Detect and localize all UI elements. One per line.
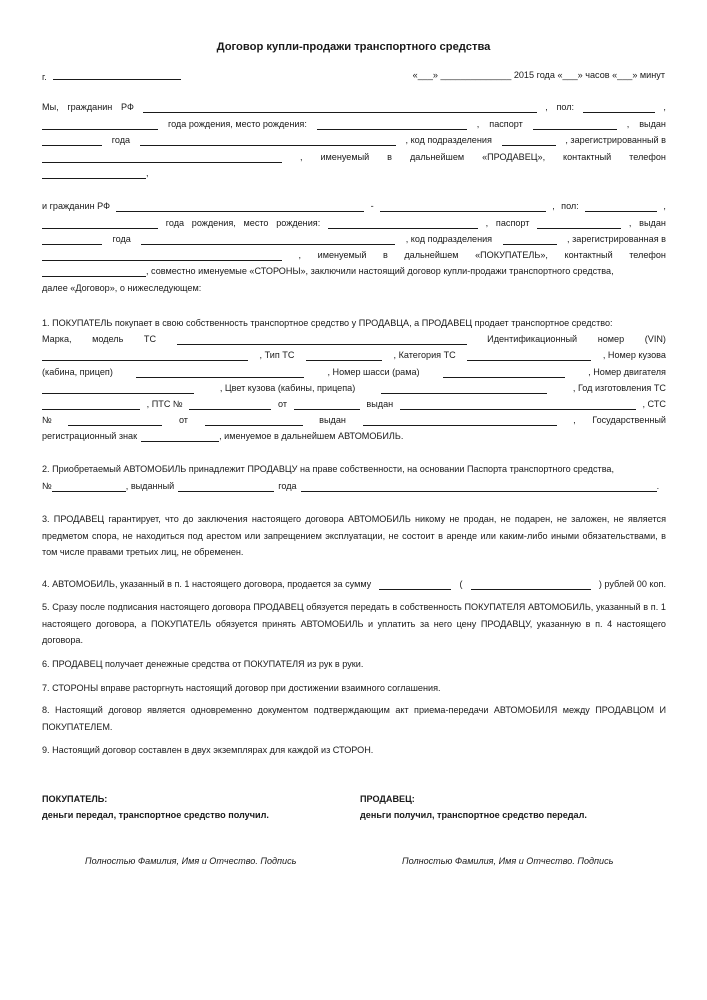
price-words-field[interactable] (471, 580, 591, 590)
seller-row-5 (42, 168, 666, 179)
text: , совместно именуемые «СТОРОНЫ», заключили настоящий договор купли-продажи транспортного средства, (146, 266, 614, 276)
text: от (278, 399, 288, 409)
body-color-field[interactable] (381, 384, 547, 394)
text: Идентификационный (487, 334, 578, 344)
buyer-name-field-2[interactable] (380, 202, 546, 212)
text: , Категория ТС (393, 350, 456, 360)
text: выдан (319, 415, 346, 425)
text: в (387, 152, 393, 162)
text: , (628, 218, 632, 228)
date-line: «___» ______________ 2015 года «___» часов «___» минут (412, 70, 665, 80)
text: года (165, 218, 185, 228)
text: ) рублей 00 коп. (598, 579, 666, 589)
text: место (243, 218, 269, 228)
text: контактный (564, 250, 613, 260)
text: выдан (639, 119, 666, 129)
text: , (552, 201, 555, 211)
buyer-issued-field[interactable] (42, 235, 102, 245)
text: именуемый (317, 250, 367, 260)
sts-issuer-field[interactable] (363, 416, 557, 426)
seller-sign-caption[interactable]: Полностью Фамилия, Имя и Отчество. Подпись (402, 856, 614, 866)
clause-7: 7. СТОРОНЫ вправе расторгнуть настоящий договор при достижении взаимного соглашения. (42, 683, 441, 693)
text: года (278, 481, 297, 491)
clause-1-row-5 (42, 399, 666, 410)
sts-date-field[interactable] (205, 416, 303, 426)
text: , (573, 415, 576, 425)
text: и гражданин РФ (42, 201, 111, 211)
text: рождения, (191, 218, 236, 228)
text: 4. АВТОМОБИЛЬ, указанный в п. 1 настоящего договора, продается за сумму (42, 579, 372, 589)
clause-2-line-2 (42, 481, 666, 492)
buyer-signature-note: деньги передал, транспортное средство получил. (42, 810, 269, 820)
buyer-name-field-1[interactable] (116, 202, 364, 212)
text: , (298, 250, 302, 260)
text: , зарегистрированный в (565, 135, 666, 145)
text: , зарегистрированная в (567, 234, 666, 244)
text: РФ (121, 102, 134, 112)
seller-sex-field[interactable] (583, 103, 655, 113)
text: , (146, 168, 149, 178)
seller-phone-field[interactable] (42, 169, 146, 179)
text: паспорт (495, 218, 530, 228)
text: , ПТС № (146, 399, 183, 409)
text: пол: (556, 102, 575, 112)
text: , (299, 152, 303, 162)
clause-2-line-1: 2. Приобретаемый АВТОМОБИЛЬ принадлежит ПРОДАВЦУ на праве собственности, на основании Паспорта транспортного средства, (42, 464, 615, 474)
buyer-row-4 (42, 250, 666, 261)
text: Мы, (42, 102, 59, 112)
clause-4 (42, 579, 666, 590)
text: телефон (629, 152, 666, 162)
buyer-issued-date-field[interactable] (141, 235, 395, 245)
text: , (485, 218, 489, 228)
text: от (178, 415, 188, 425)
buyer-birthyear-field[interactable] (42, 219, 158, 229)
buyer-birthplace-field[interactable] (328, 219, 478, 229)
sts-number-field[interactable] (68, 416, 162, 426)
chassis-number-field[interactable] (443, 368, 565, 378)
text: года (111, 135, 131, 145)
text: Марка, (42, 334, 72, 344)
text: именуемый (320, 152, 370, 162)
seller-row-1 (42, 102, 666, 113)
text: рождения: (276, 218, 321, 228)
vin-field[interactable] (42, 351, 248, 361)
text: , Номер шасси (рама) (327, 367, 420, 377)
clause-1-row-4 (42, 383, 666, 394)
passport-number-field[interactable] (52, 482, 126, 492)
text: , Номер кузова (602, 350, 666, 360)
text: № (42, 415, 52, 425)
text: , Номер двигателя (588, 367, 666, 377)
text: ТС (143, 334, 157, 344)
engine-number-field[interactable] (42, 384, 194, 394)
text: гражданин (67, 102, 113, 112)
text: в (382, 250, 388, 260)
clause-1-row-3 (42, 367, 666, 378)
city-prefix: г. (42, 72, 47, 82)
text: года рождения, место рождения: (167, 119, 307, 129)
text: , выданный (125, 481, 175, 491)
text: , (626, 119, 630, 129)
clause-6: 6. ПРОДАВЕЦ получает денежные средства от ПОКУПАТЕЛЯ из рук в руки. (42, 659, 364, 669)
text: «ПОКУПАТЕЛЬ», (475, 250, 548, 260)
buyer-code-field[interactable] (503, 235, 557, 245)
seller-address-field[interactable] (42, 153, 282, 163)
clause-1-row-1 (42, 334, 666, 345)
text: , именуемое в дальнейшем АВТОМОБИЛЬ. (219, 431, 404, 441)
vehicle-category-field[interactable] (467, 351, 591, 361)
text: , Цвет кузова (кабины, прицепа) (219, 383, 356, 393)
seller-passport-field[interactable] (533, 120, 617, 130)
text: , (663, 201, 666, 211)
seller-row-4 (42, 152, 666, 163)
text: дальнейшем (404, 250, 459, 260)
buyer-passport-field[interactable] (537, 219, 621, 229)
text: , код подразделения (405, 234, 493, 244)
passport-issued-field[interactable] (178, 482, 274, 492)
text: , код подразделения (405, 135, 492, 145)
text: (кабина, прицеп) (42, 367, 113, 377)
pts-issuer-field[interactable] (400, 400, 636, 410)
seller-name-field[interactable] (143, 103, 537, 113)
year-field[interactable] (42, 400, 140, 410)
pts-date-field[interactable] (294, 400, 360, 410)
seller-birthplace-field[interactable] (317, 120, 467, 130)
buyer-phone-field[interactable] (42, 267, 146, 277)
buyer-row-1 (42, 201, 666, 212)
seller-row-2 (42, 119, 666, 130)
clause-8: 8. Настоящий договор является одновременно документом подтверждающим акт приема-передачи АВТОМОБИЛЯ между ПРОДАВЦОМ И ПОКУПАТЕЛЕМ. (42, 705, 666, 732)
pts-number-field[interactable] (189, 400, 271, 410)
text: «ПРОДАВЕЦ», (482, 152, 546, 162)
text: выдан (639, 218, 666, 228)
seller-signature-note: деньги получил, транспортное средство передал. (360, 810, 587, 820)
text: дальнейшем (409, 152, 465, 162)
text: , Тип ТС (259, 350, 295, 360)
text: пол: (561, 201, 579, 211)
buyer-row-5 (42, 266, 666, 277)
text: Государственный (592, 415, 666, 425)
text: , (545, 102, 548, 112)
text: , СТС (642, 399, 666, 409)
text: телефон (629, 250, 666, 260)
clause-5: 5. Сразу после подписания настоящего договора ПРОДАВЕЦ обязуется передать в собственность ПОКУПАТЕЛЯ АВТОМОБИЛЬ, указанный в п. 1 настоящего договора, а ПОКУПАТЕЛЬ обязуется принять АВТОМОБИЛЬ и уплатить за него цену ПРОДАВЦУ, указанную в п. 4 настоящего договора. (42, 602, 666, 645)
buyer-signature-label: ПОКУПАТЕЛЬ: (42, 794, 108, 804)
text: - (370, 201, 374, 211)
text: ( (459, 579, 463, 589)
text: паспорт (489, 119, 523, 129)
text: модель (92, 334, 124, 344)
clause-1-row-6 (42, 415, 666, 426)
city-label (42, 70, 181, 83)
text: , (476, 119, 480, 129)
seller-birthyear-field[interactable] (42, 120, 158, 130)
text: . (656, 481, 660, 491)
text: , Год изготовления ТС (572, 383, 666, 393)
passport-issuer-field[interactable] (301, 482, 657, 492)
car-model-field[interactable] (177, 335, 467, 345)
seller-issued-field[interactable] (42, 136, 102, 146)
clause-1-row-7 (42, 431, 666, 442)
seller-signature-label: ПРОДАВЕЦ: (360, 794, 415, 804)
buyer-address-field[interactable] (42, 251, 282, 261)
seller-issued-date-field[interactable] (140, 136, 396, 146)
text: № (42, 481, 52, 491)
text: регистрационный знак (42, 431, 138, 441)
seller-row-3 (42, 135, 666, 146)
vehicle-type-field[interactable] (306, 351, 382, 361)
body-number-field[interactable] (136, 368, 304, 378)
buyer-row-2 (42, 218, 666, 229)
seller-code-field[interactable] (502, 136, 556, 146)
buyer-row-6: далее «Договор», о нижеследующем: (42, 283, 202, 293)
text: номер (597, 334, 625, 344)
city-field[interactable] (53, 70, 181, 80)
text: года (112, 234, 131, 244)
buyer-sex-field[interactable] (585, 202, 657, 212)
buyer-row-3 (42, 234, 666, 245)
clause-1-intro: 1. ПОКУПАТЕЛЬ покупает в свою собственность транспортное средство у ПРОДАВЦА, а ПРОДАВЕЦ продает транспортное средство: (42, 318, 613, 328)
clause-3: 3. ПРОДАВЕЦ гарантирует, что до заключения настоящего договора АВТОМОБИЛЬ никому не продан, не подарен, не заложен, не является предметом спора, не находиться под арестом или запрещением эксплуатации, не состоит в аренде или каким-либо иными обязательствами, в том числе правами третьих лиц, не обременен. (42, 514, 666, 557)
text: , (663, 102, 666, 112)
document-title: Договор купли-продажи транспортного средства (216, 41, 491, 53)
text: выдан (366, 399, 394, 409)
reg-plate-field[interactable] (141, 432, 219, 442)
text: (VIN) (644, 334, 666, 344)
text: контактный (563, 152, 612, 162)
clause-1-row-2 (42, 350, 666, 361)
buyer-sign-caption[interactable]: Полностью Фамилия, Имя и Отчество. Подпись (85, 856, 297, 866)
price-number-field[interactable] (379, 580, 451, 590)
clause-9: 9. Настоящий договор составлен в двух экземплярах для каждой из СТОРОН. (42, 745, 374, 755)
